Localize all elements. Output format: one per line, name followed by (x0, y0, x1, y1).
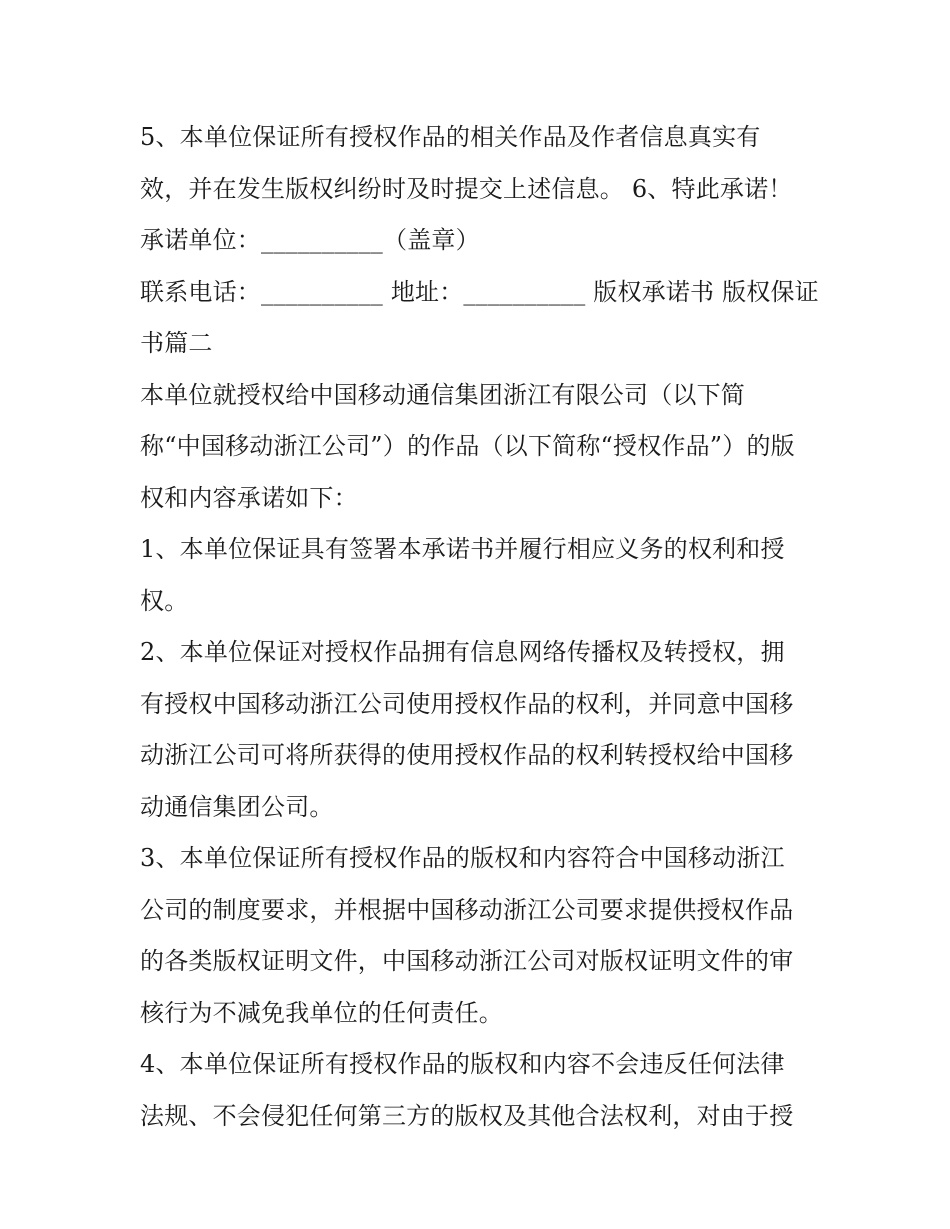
signature-unit-line: 承诺单位：__________（盖章） (140, 226, 480, 254)
document-body (140, 112, 820, 1142)
clause-2-cont: 动浙江公司可将所获得的使用授权作品的权利转授权给中国移 (140, 741, 794, 769)
text-line: 效，并在发生版权纠纷时及时提交上述信息。 6、特此承诺！ (140, 174, 793, 203)
clause-3-cont: 核行为不减免我单位的任何责任。 (140, 998, 503, 1027)
clause-2-cont: 有授权中国移动浙江公司使用授权作品的权利，并同意中国移 (140, 689, 794, 718)
clause-1-cont: 权。 (140, 586, 189, 615)
clause-1: 1、本单位保证具有签署本承诺书并履行相应义务的权利和授 (140, 535, 785, 563)
section-title: 书篇二 (140, 329, 213, 357)
text-line: 5、本单位保证所有授权作品的相关作品及作者信息真实有 (140, 123, 761, 151)
clause-4: 4、本单位保证所有授权作品的版权和内容不会违反任何法律 (140, 1050, 785, 1078)
clause-2: 2、本单位保证对授权作品拥有信息网络传播权及转授权，拥 (140, 638, 785, 666)
clause-2-cont: 动通信集团公司。 (140, 792, 334, 821)
text-line: 称“中国移动浙江公司”）的作品（以下简称“授权作品”）的版 (140, 432, 795, 460)
contact-line: 联系电话：__________ 地址：__________ 版权承诺书 版权保证 (140, 277, 819, 306)
clause-3: 3、本单位保证所有授权作品的版权和内容符合中国移动浙江 (140, 844, 785, 872)
text-line: 权和内容承诺如下： (140, 483, 358, 512)
clause-4-cont: 法规、不会侵犯任何第三方的版权及其他合法权利，对由于授 (140, 1101, 794, 1130)
clause-3-cont: 公司的制度要求，并根据中国移动浙江公司要求提供授权作品 (140, 895, 794, 924)
clause-3-cont: 的各类版权证明文件，中国移动浙江公司对版权证明文件的审 (140, 947, 794, 975)
text-line: 本单位就授权给中国移动通信集团浙江有限公司（以下简 (140, 380, 745, 409)
